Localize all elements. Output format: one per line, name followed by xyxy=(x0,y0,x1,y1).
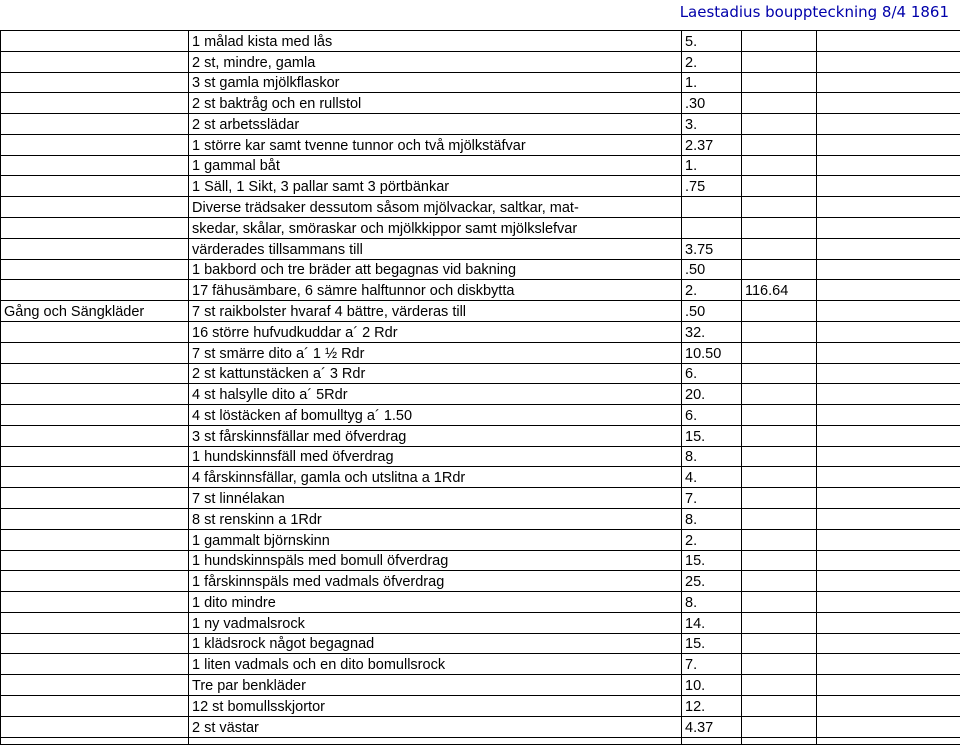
section-total-cell xyxy=(742,31,817,52)
item-value-cell: 3. xyxy=(682,114,742,135)
item-description-cell: 7 st linnélakan xyxy=(189,488,682,509)
item-value-cell: 12. xyxy=(682,696,742,717)
section-total-cell xyxy=(742,197,817,218)
item-value-cell: 5. xyxy=(682,31,742,52)
category-cell xyxy=(1,675,189,696)
item-value-cell: .30 xyxy=(682,93,742,114)
item-value-cell: 2.37 xyxy=(682,134,742,155)
item-description-cell: 2 st, mindre, gamla xyxy=(189,51,682,72)
blank-cell xyxy=(1,737,189,744)
table-row xyxy=(1,384,960,405)
item-value-cell: 2. xyxy=(682,51,742,72)
item-description-cell: värderades tillsammans till xyxy=(189,238,682,259)
section-total-cell xyxy=(742,488,817,509)
category-cell xyxy=(1,93,189,114)
table-row xyxy=(1,155,960,176)
table-row xyxy=(1,176,960,197)
section-total-cell xyxy=(742,654,817,675)
section-total-cell xyxy=(742,384,817,405)
section-total-cell xyxy=(742,218,817,239)
table-row xyxy=(1,197,960,218)
blank-cell xyxy=(817,134,960,155)
section-total-cell xyxy=(742,363,817,384)
table-row xyxy=(1,51,960,72)
category-cell xyxy=(1,529,189,550)
section-total-cell xyxy=(742,72,817,93)
blank-cell xyxy=(817,342,960,363)
item-value-cell: 7. xyxy=(682,488,742,509)
table-row xyxy=(1,716,960,737)
item-description-cell: 1 hundskinnspäls med bomull öfverdrag xyxy=(189,550,682,571)
category-cell xyxy=(1,197,189,218)
table-row xyxy=(1,93,960,114)
blank-cell xyxy=(817,31,960,52)
table-row-empty xyxy=(1,737,960,744)
blank-cell xyxy=(817,550,960,571)
category-cell xyxy=(1,446,189,467)
blank-cell xyxy=(817,218,960,239)
blank-cell xyxy=(817,737,960,744)
table-row xyxy=(1,363,960,384)
blank-cell xyxy=(817,155,960,176)
category-cell xyxy=(1,280,189,301)
section-total-cell xyxy=(742,155,817,176)
section-total-cell xyxy=(742,425,817,446)
item-description-cell: 17 fähusämbare, 6 sämre halftunnor och diskbytta xyxy=(189,280,682,301)
category-cell xyxy=(1,571,189,592)
section-total-cell xyxy=(742,93,817,114)
blank-cell xyxy=(817,280,960,301)
item-value-cell: 8. xyxy=(682,446,742,467)
blank-cell xyxy=(817,571,960,592)
item-description-cell: 2 st arbetsslädar xyxy=(189,114,682,135)
item-value-cell: 4. xyxy=(682,467,742,488)
item-description-cell: 3 st fårskinnsfällar med öfverdrag xyxy=(189,425,682,446)
category-cell xyxy=(1,384,189,405)
section-total-cell xyxy=(742,571,817,592)
blank-cell xyxy=(817,259,960,280)
item-description-cell: 1 gammalt björnskinn xyxy=(189,529,682,550)
item-value-cell: 1. xyxy=(682,155,742,176)
category-cell xyxy=(1,405,189,426)
item-description-cell: 8 st renskinn a 1Rdr xyxy=(189,508,682,529)
blank-cell xyxy=(817,467,960,488)
category-cell xyxy=(1,321,189,342)
table-row xyxy=(1,342,960,363)
item-value-cell: .50 xyxy=(682,301,742,322)
table-row xyxy=(1,259,960,280)
category-cell xyxy=(1,238,189,259)
table-row xyxy=(1,218,960,239)
category-cell xyxy=(1,716,189,737)
section-total-cell xyxy=(742,716,817,737)
item-value-cell xyxy=(682,218,742,239)
item-value-cell: 15. xyxy=(682,633,742,654)
blank-cell xyxy=(817,51,960,72)
blank-cell xyxy=(817,488,960,509)
section-total-cell xyxy=(742,529,817,550)
section-total-cell xyxy=(742,696,817,717)
table-row xyxy=(1,467,960,488)
item-value-cell: 25. xyxy=(682,571,742,592)
section-total-cell xyxy=(742,301,817,322)
item-description-cell: 1 dito mindre xyxy=(189,592,682,613)
section-total-cell xyxy=(742,508,817,529)
section-total-cell xyxy=(742,446,817,467)
section-total-cell xyxy=(742,342,817,363)
table-row xyxy=(1,425,960,446)
table-row xyxy=(1,529,960,550)
inventory-rows xyxy=(1,31,960,745)
item-description-cell: 4 st löstäcken af bomulltyg a´ 1.50 xyxy=(189,405,682,426)
item-value-cell: 7. xyxy=(682,654,742,675)
category-cell xyxy=(1,342,189,363)
item-value-cell: 20. xyxy=(682,384,742,405)
section-total-cell: 116.64 xyxy=(742,280,817,301)
blank-cell xyxy=(817,238,960,259)
item-description-cell: skedar, skålar, smöraskar och mjölkkippor samt mjölkslefvar xyxy=(189,218,682,239)
table-row xyxy=(1,238,960,259)
blank-cell xyxy=(817,654,960,675)
table-row xyxy=(1,696,960,717)
item-description-cell: 7 st raikbolster hvaraf 4 bättre, värderas till xyxy=(189,301,682,322)
item-value-cell: 15. xyxy=(682,550,742,571)
blank-cell xyxy=(682,737,742,744)
section-total-cell xyxy=(742,238,817,259)
section-total-cell xyxy=(742,675,817,696)
category-cell xyxy=(1,612,189,633)
blank-cell xyxy=(817,675,960,696)
blank-cell xyxy=(817,446,960,467)
blank-cell xyxy=(817,633,960,654)
table-row xyxy=(1,633,960,654)
category-cell xyxy=(1,31,189,52)
section-total-cell xyxy=(742,633,817,654)
category-cell xyxy=(1,51,189,72)
section-total-cell xyxy=(742,405,817,426)
item-description-cell: 1 bakbord och tre bräder att begagnas vid bakning xyxy=(189,259,682,280)
item-description-cell: 1 målad kista med lås xyxy=(189,31,682,52)
blank-cell xyxy=(817,612,960,633)
item-description-cell: 1 ny vadmalsrock xyxy=(189,612,682,633)
item-value-cell: 1. xyxy=(682,72,742,93)
category-cell xyxy=(1,654,189,675)
table-row xyxy=(1,488,960,509)
item-value-cell: 32. xyxy=(682,321,742,342)
inventory-table xyxy=(0,30,960,745)
section-total-cell xyxy=(742,114,817,135)
blank-cell xyxy=(817,176,960,197)
item-value-cell: 10. xyxy=(682,675,742,696)
item-value-cell: 10.50 xyxy=(682,342,742,363)
category-cell xyxy=(1,114,189,135)
category-cell xyxy=(1,696,189,717)
category-cell xyxy=(1,155,189,176)
table-row xyxy=(1,405,960,426)
category-cell xyxy=(1,72,189,93)
section-total-cell xyxy=(742,259,817,280)
item-value-cell: 6. xyxy=(682,405,742,426)
category-cell xyxy=(1,259,189,280)
item-description-cell: 3 st gamla mjölkflaskor xyxy=(189,72,682,93)
category-cell xyxy=(1,550,189,571)
blank-cell xyxy=(817,72,960,93)
item-value-cell: 15. xyxy=(682,425,742,446)
item-value-cell: 8. xyxy=(682,508,742,529)
blank-cell xyxy=(817,696,960,717)
blank-cell xyxy=(742,737,817,744)
blank-cell xyxy=(189,737,682,744)
item-description-cell: 16 större hufvudkuddar a´ 2 Rdr xyxy=(189,321,682,342)
item-description-cell: 4 st halsylle dito a´ 5Rdr xyxy=(189,384,682,405)
table-row xyxy=(1,571,960,592)
table-row xyxy=(1,31,960,52)
category-cell xyxy=(1,467,189,488)
table-row xyxy=(1,301,960,322)
blank-cell xyxy=(817,301,960,322)
blank-cell xyxy=(817,529,960,550)
table-row xyxy=(1,550,960,571)
item-description-cell: 7 st smärre dito a´ 1 ½ Rdr xyxy=(189,342,682,363)
category-cell xyxy=(1,425,189,446)
category-cell xyxy=(1,488,189,509)
blank-cell xyxy=(817,716,960,737)
table-row xyxy=(1,446,960,467)
table-row xyxy=(1,114,960,135)
item-value-cell: 8. xyxy=(682,592,742,613)
section-total-cell xyxy=(742,321,817,342)
item-description-cell: 2 st kattunstäcken a´ 3 Rdr xyxy=(189,363,682,384)
item-description-cell: 4 fårskinnsfällar, gamla och utslitna a 1Rdr xyxy=(189,467,682,488)
table-row xyxy=(1,612,960,633)
item-value-cell: 2. xyxy=(682,529,742,550)
item-value-cell: 3.75 xyxy=(682,238,742,259)
table-row xyxy=(1,508,960,529)
category-cell: Gång och Sängkläder xyxy=(1,301,189,322)
category-cell xyxy=(1,218,189,239)
item-description-cell: Diverse trädsaker dessutom såsom mjölvackar, saltkar, mat- xyxy=(189,197,682,218)
category-cell xyxy=(1,633,189,654)
category-cell xyxy=(1,363,189,384)
blank-cell xyxy=(817,363,960,384)
item-value-cell: 14. xyxy=(682,612,742,633)
item-description-cell: 1 klädsrock något begagnad xyxy=(189,633,682,654)
category-cell xyxy=(1,592,189,613)
blank-cell xyxy=(817,384,960,405)
document-title: Laestadius bouppteckning 8/4 1861 xyxy=(679,3,949,21)
item-description-cell: 1 större kar samt tvenne tunnor och två mjölkstäfvar xyxy=(189,134,682,155)
blank-cell xyxy=(817,114,960,135)
section-total-cell xyxy=(742,176,817,197)
table-row xyxy=(1,654,960,675)
item-description-cell: 1 fårskinnspäls med vadmals öfverdrag xyxy=(189,571,682,592)
category-cell xyxy=(1,134,189,155)
item-description-cell: 1 hundskinnsfäll med öfverdrag xyxy=(189,446,682,467)
table-row xyxy=(1,280,960,301)
table-row xyxy=(1,675,960,696)
item-description-cell: 2 st baktråg och en rullstol xyxy=(189,93,682,114)
table-row xyxy=(1,134,960,155)
section-total-cell xyxy=(742,51,817,72)
table-row xyxy=(1,321,960,342)
blank-cell xyxy=(817,592,960,613)
item-value-cell: .50 xyxy=(682,259,742,280)
item-description-cell: 1 Säll, 1 Sikt, 3 pallar samt 3 pörtbänkar xyxy=(189,176,682,197)
category-cell xyxy=(1,508,189,529)
item-description-cell: 2 st västar xyxy=(189,716,682,737)
item-description-cell: 1 gammal båt xyxy=(189,155,682,176)
item-description-cell: 12 st bomullsskjortor xyxy=(189,696,682,717)
item-value-cell: 2. xyxy=(682,280,742,301)
category-cell xyxy=(1,176,189,197)
blank-cell xyxy=(817,508,960,529)
blank-cell xyxy=(817,93,960,114)
blank-cell xyxy=(817,405,960,426)
item-description-cell: Tre par benkläder xyxy=(189,675,682,696)
table-row xyxy=(1,592,960,613)
section-total-cell xyxy=(742,467,817,488)
section-total-cell xyxy=(742,134,817,155)
item-description-cell: 1 liten vadmals och en dito bomullsrock xyxy=(189,654,682,675)
item-value-cell: 4.37 xyxy=(682,716,742,737)
section-total-cell xyxy=(742,612,817,633)
item-value-cell: 6. xyxy=(682,363,742,384)
blank-cell xyxy=(817,425,960,446)
section-total-cell xyxy=(742,550,817,571)
item-value-cell xyxy=(682,197,742,218)
blank-cell xyxy=(817,197,960,218)
table-row xyxy=(1,72,960,93)
blank-cell xyxy=(817,321,960,342)
section-total-cell xyxy=(742,592,817,613)
item-value-cell: .75 xyxy=(682,176,742,197)
